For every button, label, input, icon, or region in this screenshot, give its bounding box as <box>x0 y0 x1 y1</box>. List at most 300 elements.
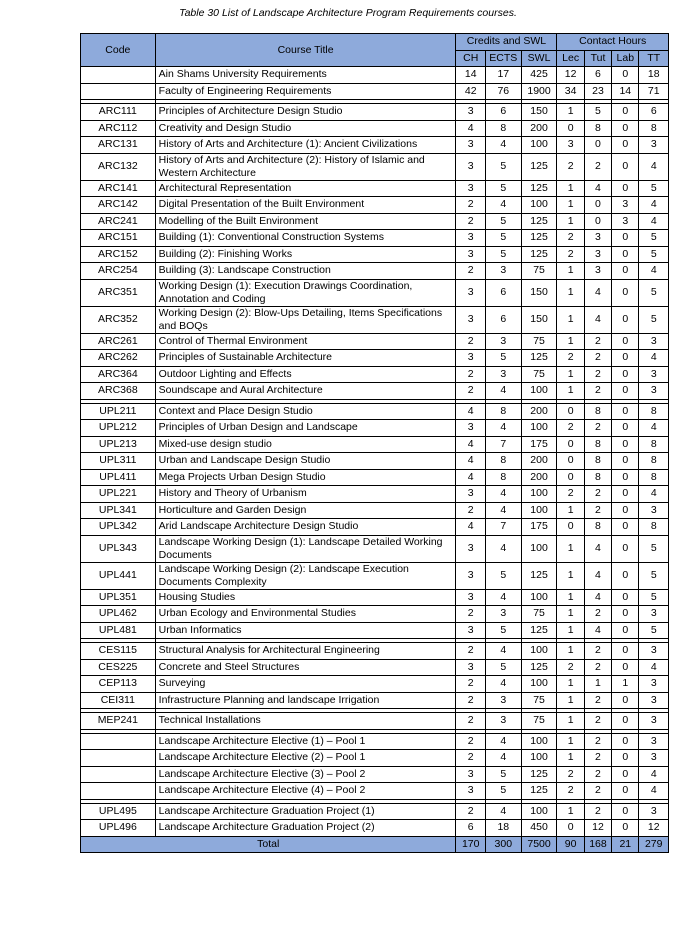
cell-tt: 71 <box>639 83 669 100</box>
cell-lab: 0 <box>612 486 639 503</box>
cell-ch: 3 <box>456 589 485 606</box>
cell-tt: 3 <box>639 333 669 350</box>
cell-code: ARC364 <box>81 366 156 383</box>
cell-tut: 2 <box>584 153 611 180</box>
cell-ects: 3 <box>485 263 521 280</box>
cell-tut: 8 <box>584 469 611 486</box>
cell-course-title: Modelling of the Built Environment <box>155 213 456 230</box>
cell-lab: 3 <box>612 197 639 214</box>
header-tut: Tut <box>584 50 611 67</box>
cell-lab: 0 <box>612 562 639 589</box>
header-swl: SWL <box>521 50 557 67</box>
total-tt: 279 <box>639 836 669 853</box>
cell-code: ARC112 <box>81 120 156 137</box>
cell-tut: 3 <box>584 263 611 280</box>
cell-ch: 2 <box>456 803 485 820</box>
cell-tt: 3 <box>639 643 669 660</box>
cell-lec: 2 <box>557 659 584 676</box>
cell-tt: 3 <box>639 713 669 730</box>
cell-lab: 0 <box>612 420 639 437</box>
cell-code <box>81 783 156 800</box>
cell-swl: 200 <box>521 403 557 420</box>
header-ch: CH <box>456 50 485 67</box>
cell-swl: 100 <box>521 803 557 820</box>
header-credits-swl: Credits and SWL <box>456 34 557 51</box>
cell-tut: 2 <box>584 643 611 660</box>
cell-code: UPL481 <box>81 622 156 639</box>
cell-ects: 4 <box>485 676 521 693</box>
cell-ects: 5 <box>485 622 521 639</box>
cell-course-title: Technical Installations <box>155 713 456 730</box>
cell-lab: 0 <box>612 180 639 197</box>
cell-lab: 0 <box>612 279 639 306</box>
cell-tt: 5 <box>639 622 669 639</box>
cell-swl: 100 <box>521 486 557 503</box>
cell-tut: 5 <box>584 104 611 121</box>
cell-ch: 2 <box>456 733 485 750</box>
cell-tut: 2 <box>584 659 611 676</box>
cell-tt: 3 <box>639 606 669 623</box>
cell-ects: 5 <box>485 230 521 247</box>
cell-ects: 5 <box>485 766 521 783</box>
cell-ch: 4 <box>456 453 485 470</box>
cell-swl: 75 <box>521 263 557 280</box>
cell-code: ARC254 <box>81 263 156 280</box>
cell-ch: 14 <box>456 67 485 84</box>
cell-tut: 2 <box>584 713 611 730</box>
cell-lab: 0 <box>612 803 639 820</box>
cell-ects: 4 <box>485 803 521 820</box>
cell-tut: 2 <box>584 333 611 350</box>
cell-swl: 125 <box>521 230 557 247</box>
cell-course-title: History and Theory of Urbanism <box>155 486 456 503</box>
cell-code <box>81 750 156 767</box>
cell-course-title: Urban Informatics <box>155 622 456 639</box>
cell-lec: 34 <box>557 83 584 100</box>
table-caption: Table 30 List of Landscape Architecture Program Requirements courses. <box>179 7 517 19</box>
cell-lab: 0 <box>612 820 639 837</box>
table-row <box>81 279 669 306</box>
table-row <box>81 246 669 263</box>
table-row <box>81 535 669 562</box>
table-row <box>81 83 669 100</box>
cell-lab: 0 <box>612 306 639 333</box>
table-row <box>81 643 669 660</box>
cell-tt: 4 <box>639 420 669 437</box>
cell-lec: 2 <box>557 230 584 247</box>
cell-lec: 2 <box>557 766 584 783</box>
cell-tut: 2 <box>584 350 611 367</box>
cell-course-title: Mixed-use design studio <box>155 436 456 453</box>
cell-ects: 4 <box>485 643 521 660</box>
table-row <box>81 750 669 767</box>
cell-course-title: Horticulture and Garden Design <box>155 502 456 519</box>
cell-ects: 5 <box>485 562 521 589</box>
cell-lab: 0 <box>612 366 639 383</box>
cell-tt: 12 <box>639 820 669 837</box>
cell-lec: 2 <box>557 246 584 263</box>
cell-lab: 14 <box>612 83 639 100</box>
cell-code: ARC351 <box>81 279 156 306</box>
cell-tt: 8 <box>639 469 669 486</box>
cell-ch: 3 <box>456 783 485 800</box>
cell-code: UPL343 <box>81 535 156 562</box>
cell-tut: 4 <box>584 279 611 306</box>
cell-swl: 150 <box>521 104 557 121</box>
cell-code: UPL311 <box>81 453 156 470</box>
cell-tt: 4 <box>639 213 669 230</box>
cell-code: ARC241 <box>81 213 156 230</box>
cell-ch: 3 <box>456 659 485 676</box>
cell-lec: 1 <box>557 535 584 562</box>
table-row <box>81 453 669 470</box>
cell-ects: 7 <box>485 436 521 453</box>
cell-lec: 2 <box>557 783 584 800</box>
cell-code: UPL441 <box>81 562 156 589</box>
cell-ects: 8 <box>485 403 521 420</box>
header-tt: TT <box>639 50 669 67</box>
cell-ch: 4 <box>456 436 485 453</box>
total-ch: 170 <box>456 836 485 853</box>
cell-code: ARC131 <box>81 137 156 154</box>
table-row <box>81 120 669 137</box>
cell-ch: 3 <box>456 137 485 154</box>
cell-lec: 2 <box>557 486 584 503</box>
cell-course-title: Landscape Architecture Elective (1) – Pool 1 <box>155 733 456 750</box>
cell-ects: 5 <box>485 350 521 367</box>
cell-tt: 5 <box>639 279 669 306</box>
cell-tut: 4 <box>584 306 611 333</box>
cell-tut: 1 <box>584 676 611 693</box>
cell-tut: 2 <box>584 733 611 750</box>
cell-swl: 100 <box>521 197 557 214</box>
cell-lab: 0 <box>612 453 639 470</box>
cell-ects: 4 <box>485 137 521 154</box>
cell-course-title: Arid Landscape Architecture Design Studio <box>155 519 456 536</box>
cell-ch: 2 <box>456 383 485 400</box>
cell-code: MEP241 <box>81 713 156 730</box>
cell-swl: 450 <box>521 820 557 837</box>
cell-course-title: Faculty of Engineering Requirements <box>155 83 456 100</box>
cell-course-title: Soundscape and Aural Architecture <box>155 383 456 400</box>
cell-ch: 4 <box>456 120 485 137</box>
cell-swl: 125 <box>521 153 557 180</box>
cell-lab: 0 <box>612 153 639 180</box>
cell-ects: 4 <box>485 420 521 437</box>
cell-lec: 0 <box>557 436 584 453</box>
table-row <box>81 403 669 420</box>
cell-code <box>81 733 156 750</box>
cell-tt: 5 <box>639 180 669 197</box>
cell-code: CES115 <box>81 643 156 660</box>
cell-tt: 8 <box>639 403 669 420</box>
cell-tt: 8 <box>639 453 669 470</box>
cell-swl: 100 <box>521 137 557 154</box>
cell-ch: 2 <box>456 197 485 214</box>
table-row <box>81 820 669 837</box>
cell-ects: 3 <box>485 692 521 709</box>
cell-tt: 5 <box>639 562 669 589</box>
cell-lab: 0 <box>612 333 639 350</box>
cell-ch: 2 <box>456 750 485 767</box>
cell-lab: 1 <box>612 676 639 693</box>
cell-swl: 150 <box>521 279 557 306</box>
cell-tt: 4 <box>639 197 669 214</box>
cell-swl: 200 <box>521 453 557 470</box>
cell-tt: 3 <box>639 366 669 383</box>
cell-lab: 0 <box>612 713 639 730</box>
cell-swl: 125 <box>521 246 557 263</box>
cell-ch: 3 <box>456 766 485 783</box>
cell-ects: 4 <box>485 502 521 519</box>
cell-course-title: Landscape Architecture Graduation Project (2) <box>155 820 456 837</box>
cell-lec: 1 <box>557 279 584 306</box>
cell-code <box>81 83 156 100</box>
cell-swl: 125 <box>521 659 557 676</box>
cell-lec: 2 <box>557 153 584 180</box>
cell-lab: 0 <box>612 519 639 536</box>
cell-ects: 8 <box>485 453 521 470</box>
cell-tut: 2 <box>584 692 611 709</box>
cell-lab: 0 <box>612 469 639 486</box>
cell-tut: 12 <box>584 820 611 837</box>
cell-ects: 4 <box>485 383 521 400</box>
cell-lab: 0 <box>612 692 639 709</box>
cell-tt: 6 <box>639 104 669 121</box>
cell-lec: 1 <box>557 213 584 230</box>
cell-tt: 3 <box>639 692 669 709</box>
cell-ects: 6 <box>485 104 521 121</box>
cell-swl: 125 <box>521 180 557 197</box>
table-row <box>81 197 669 214</box>
cell-ch: 2 <box>456 213 485 230</box>
cell-ch: 2 <box>456 692 485 709</box>
cell-ch: 4 <box>456 519 485 536</box>
cell-tt: 5 <box>639 306 669 333</box>
cell-swl: 125 <box>521 213 557 230</box>
table-row <box>81 180 669 197</box>
cell-ects: 6 <box>485 279 521 306</box>
cell-tt: 3 <box>639 733 669 750</box>
cell-ects: 7 <box>485 519 521 536</box>
cell-lab: 0 <box>612 230 639 247</box>
cell-tt: 3 <box>639 750 669 767</box>
cell-lab: 0 <box>612 137 639 154</box>
cell-tut: 0 <box>584 213 611 230</box>
header-ects: ECTS <box>485 50 521 67</box>
table-row <box>81 436 669 453</box>
cell-swl: 75 <box>521 606 557 623</box>
cell-lec: 0 <box>557 403 584 420</box>
cell-tt: 4 <box>639 263 669 280</box>
cell-tut: 4 <box>584 589 611 606</box>
cell-tut: 8 <box>584 453 611 470</box>
cell-course-title: Surveying <box>155 676 456 693</box>
table-row <box>81 803 669 820</box>
table-row <box>81 383 669 400</box>
cell-swl: 175 <box>521 436 557 453</box>
cell-code: ARC141 <box>81 180 156 197</box>
cell-course-title: Landscape Architecture Graduation Project (1) <box>155 803 456 820</box>
cell-lab: 0 <box>612 659 639 676</box>
table-row <box>81 263 669 280</box>
cell-tt: 5 <box>639 230 669 247</box>
cell-lab: 0 <box>612 246 639 263</box>
cell-tt: 3 <box>639 502 669 519</box>
cell-course-title: Building (1): Conventional Construction Systems <box>155 230 456 247</box>
total-tut: 168 <box>584 836 611 853</box>
cell-tut: 4 <box>584 180 611 197</box>
header-row-1 <box>81 34 669 51</box>
cell-lec: 0 <box>557 453 584 470</box>
cell-ects: 5 <box>485 659 521 676</box>
cell-code: UPL211 <box>81 403 156 420</box>
cell-tut: 2 <box>584 803 611 820</box>
cell-tt: 4 <box>639 153 669 180</box>
table-row <box>81 137 669 154</box>
cell-code: ARC151 <box>81 230 156 247</box>
cell-tut: 8 <box>584 436 611 453</box>
cell-swl: 125 <box>521 562 557 589</box>
total-swl: 7500 <box>521 836 557 853</box>
table-row <box>81 783 669 800</box>
table-body <box>81 67 669 853</box>
table-row <box>81 213 669 230</box>
table-row <box>81 659 669 676</box>
cell-course-title: Housing Studies <box>155 589 456 606</box>
cell-lab: 0 <box>612 403 639 420</box>
cell-course-title: Context and Place Design Studio <box>155 403 456 420</box>
cell-ch: 3 <box>456 486 485 503</box>
cell-tt: 3 <box>639 137 669 154</box>
cell-tt: 4 <box>639 486 669 503</box>
cell-lab: 0 <box>612 502 639 519</box>
cell-lec: 1 <box>557 676 584 693</box>
cell-code: UPL462 <box>81 606 156 623</box>
cell-lab: 0 <box>612 606 639 623</box>
cell-ch: 2 <box>456 643 485 660</box>
cell-lab: 0 <box>612 104 639 121</box>
cell-tt: 5 <box>639 246 669 263</box>
cell-swl: 175 <box>521 519 557 536</box>
cell-code: CEI311 <box>81 692 156 709</box>
cell-swl: 100 <box>521 733 557 750</box>
cell-ch: 2 <box>456 366 485 383</box>
cell-swl: 100 <box>521 535 557 562</box>
cell-lab: 0 <box>612 750 639 767</box>
cell-tt: 8 <box>639 436 669 453</box>
cell-swl: 75 <box>521 333 557 350</box>
cell-lec: 0 <box>557 469 584 486</box>
cell-code: CEP113 <box>81 676 156 693</box>
cell-swl: 200 <box>521 120 557 137</box>
table-row <box>81 350 669 367</box>
cell-code: UPL351 <box>81 589 156 606</box>
cell-course-title: Urban Ecology and Environmental Studies <box>155 606 456 623</box>
cell-ects: 76 <box>485 83 521 100</box>
cell-tt: 3 <box>639 803 669 820</box>
table-row <box>81 562 669 589</box>
cell-lab: 0 <box>612 350 639 367</box>
table-row <box>81 67 669 84</box>
cell-code: UPL341 <box>81 502 156 519</box>
cell-code <box>81 67 156 84</box>
table-row <box>81 589 669 606</box>
cell-lec: 1 <box>557 263 584 280</box>
cell-course-title: Outdoor Lighting and Effects <box>155 366 456 383</box>
cell-course-title: Creativity and Design Studio <box>155 120 456 137</box>
cell-lab: 0 <box>612 535 639 562</box>
cell-swl: 125 <box>521 622 557 639</box>
cell-tut: 23 <box>584 83 611 100</box>
cell-code: UPL212 <box>81 420 156 437</box>
cell-ch: 2 <box>456 676 485 693</box>
cell-course-title: Principles of Architecture Design Studio <box>155 104 456 121</box>
cell-lec: 1 <box>557 750 584 767</box>
cell-ch: 2 <box>456 606 485 623</box>
cell-lab: 0 <box>612 436 639 453</box>
cell-ch: 3 <box>456 230 485 247</box>
cell-tt: 3 <box>639 676 669 693</box>
cell-ch: 3 <box>456 350 485 367</box>
cell-course-title: Landscape Working Design (2): Landscape Execution Documents Complexity <box>155 562 456 589</box>
cell-code <box>81 766 156 783</box>
cell-code: ARC111 <box>81 104 156 121</box>
cell-ects: 4 <box>485 486 521 503</box>
cell-ch: 6 <box>456 820 485 837</box>
cell-ects: 5 <box>485 153 521 180</box>
cell-lec: 0 <box>557 820 584 837</box>
header-contact-hours: Contact Hours <box>557 34 669 51</box>
cell-tt: 5 <box>639 535 669 562</box>
cell-lec: 1 <box>557 366 584 383</box>
cell-ch: 3 <box>456 104 485 121</box>
cell-tut: 4 <box>584 562 611 589</box>
table-row <box>81 230 669 247</box>
table-row <box>81 692 669 709</box>
cell-code: ARC352 <box>81 306 156 333</box>
cell-tut: 8 <box>584 519 611 536</box>
cell-course-title: History of Arts and Architecture (1): Ancient Civilizations <box>155 137 456 154</box>
table-row <box>81 486 669 503</box>
cell-course-title: Concrete and Steel Structures <box>155 659 456 676</box>
cell-course-title: Infrastructure Planning and landscape Irrigation <box>155 692 456 709</box>
cell-ects: 4 <box>485 197 521 214</box>
cell-swl: 75 <box>521 713 557 730</box>
table-row <box>81 676 669 693</box>
cell-ch: 4 <box>456 469 485 486</box>
table-row <box>81 606 669 623</box>
cell-tut: 2 <box>584 766 611 783</box>
cell-ects: 8 <box>485 469 521 486</box>
cell-swl: 125 <box>521 783 557 800</box>
cell-tut: 2 <box>584 502 611 519</box>
cell-lab: 0 <box>612 643 639 660</box>
cell-course-title: Architectural Representation <box>155 180 456 197</box>
cell-ects: 17 <box>485 67 521 84</box>
cell-tt: 8 <box>639 519 669 536</box>
cell-course-title: Landscape Architecture Elective (3) – Pool 2 <box>155 766 456 783</box>
table-row <box>81 153 669 180</box>
cell-lec: 1 <box>557 333 584 350</box>
cell-lec: 1 <box>557 643 584 660</box>
cell-ects: 5 <box>485 213 521 230</box>
cell-lec: 2 <box>557 420 584 437</box>
cell-course-title: Control of Thermal Environment <box>155 333 456 350</box>
total-lab: 21 <box>612 836 639 853</box>
cell-code: UPL496 <box>81 820 156 837</box>
cell-ects: 3 <box>485 333 521 350</box>
